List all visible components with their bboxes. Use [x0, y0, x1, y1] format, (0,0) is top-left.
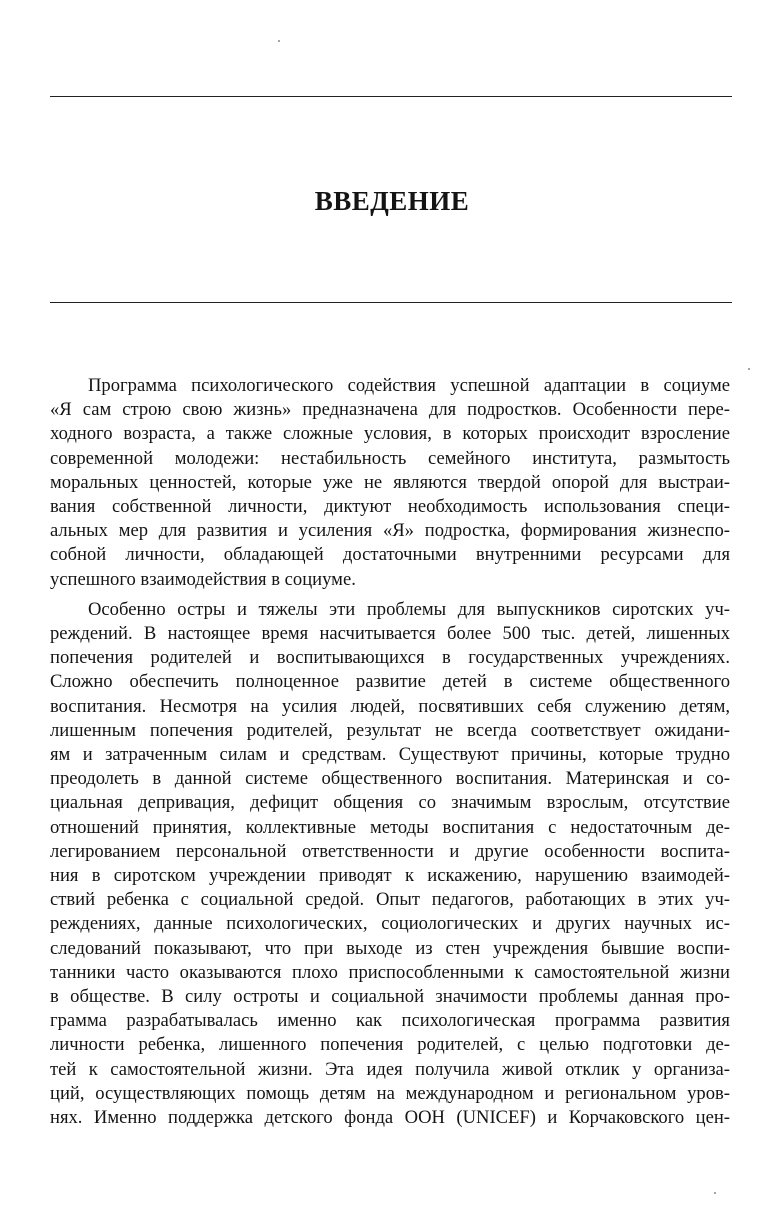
- text-line: следований показывают, что при выходе из стен учреждения бывшие воспи-: [50, 937, 730, 959]
- text-line: реждений. В настоящее время насчитывается более 500 тыс. детей, лишенных: [50, 623, 730, 645]
- text-line: попечения родителей и воспитывающихся в государственных учреждениях.: [50, 647, 730, 669]
- text-line: вания собственной личности, диктуют необходимость использования специ-: [50, 496, 730, 518]
- page-title: ВВЕДЕНИЕ: [314, 186, 470, 216]
- body-text: [50, 374, 730, 1136]
- text-line: реждениях, данные психологических, социологических и других научных ис-: [50, 913, 730, 935]
- text-line: собной личности, обладающей достаточными внутренними ресурсами для: [50, 544, 730, 566]
- text-line: ций, осуществляющих помощь детям на международном и региональном уров-: [50, 1082, 730, 1104]
- text-line: альных мер для развития и усиления «Я» подростка, формирования жизнеспо-: [50, 520, 730, 542]
- scan-speck: [714, 1192, 716, 1194]
- text-line: моральных ценностей, которые уже не являются твердой опорой для выстраи-: [50, 471, 730, 493]
- text-line: в обществе. В силу остроты и социальной значимости проблемы данная про-: [50, 986, 730, 1008]
- text-line: ям и затраченным силам и средствам. Существуют причины, которые трудно: [50, 744, 730, 766]
- text-line: нях. Именно поддержка детского фонда ООН (UNICEF) и Корчаковского цен-: [50, 1107, 730, 1129]
- text-line: ствий ребенка с социальной средой. Опыт педагогов, работающих в этих уч-: [50, 889, 730, 911]
- text-line: грамма разрабатывалась именно как психологическая программа развития: [50, 1010, 730, 1032]
- paragraph-1: [50, 374, 730, 592]
- text-line: ходного возраста, а также сложные условия, в которых происходит взросление: [50, 423, 730, 445]
- text-line: Особенно остры и тяжелы эти проблемы для выпускников сиротских уч-: [88, 598, 730, 620]
- text-line: «Я сам строю свою жизнь» предназначена для подростков. Особенности пере-: [50, 399, 730, 421]
- text-line: преодолеть в данной системе общественного воспитания. Материнская и со-: [50, 768, 730, 790]
- text-line: воспитания. Несмотря на усилия людей, посвятивших себя служению детям,: [50, 695, 730, 717]
- text-line: тей к самостоятельной жизни. Эта идея получила живой отклик у организа-: [50, 1058, 730, 1080]
- text-line: успешного взаимодействия в социуме.: [50, 568, 356, 590]
- text-line: отношений принятия, коллективные методы воспитания с недостаточным де-: [50, 816, 730, 838]
- scan-speck: [748, 368, 750, 370]
- text-line: циальная депривация, дефицит общения со значимым взрослым, отсутствие: [50, 792, 730, 814]
- scan-speck: [278, 40, 280, 42]
- text-line: ния в сиротском учреждении приводят к искажению, нарушению взаимодей-: [50, 865, 730, 887]
- title-rule: [50, 302, 732, 303]
- text-line: Сложно обеспечить полноценное развитие детей в системе общественного: [50, 671, 730, 693]
- text-line: легированием персональной ответственности и другие особенности воспита-: [50, 840, 730, 862]
- text-line: личности ребенка, лишенного попечения родителей, с целью подготовки де-: [50, 1034, 730, 1056]
- text-line: современной молодежи: нестабильность семейного института, размытость: [50, 447, 730, 469]
- text-line: Программа психологического содействия успешной адаптации в социуме: [88, 375, 730, 396]
- top-rule: [50, 96, 732, 97]
- text-line: лишенным попечения родителей, результат не всегда соответствует ожидани-: [50, 719, 730, 741]
- text-line: танники часто оказываются плохо приспособленными к самостоятельной жизни: [50, 961, 730, 983]
- paragraph-2: [50, 598, 730, 1130]
